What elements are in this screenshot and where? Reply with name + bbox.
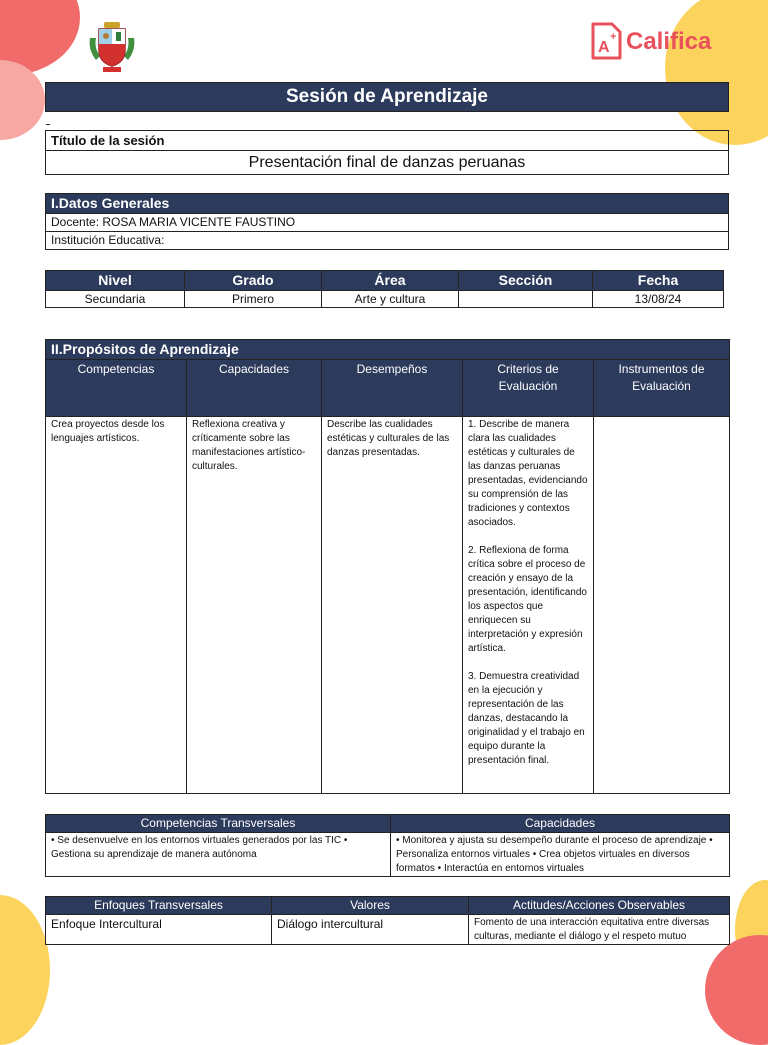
instrumentos-cell: [594, 417, 730, 794]
califica-logo: [588, 20, 728, 64]
propositos-heading: II.Propósitos de Aprendizaje: [46, 340, 730, 360]
session-title-label: Título de la sesión: [46, 131, 729, 151]
decor-blob-yellow-bottom-left: [0, 895, 50, 1045]
coat-of-arms-emblem: [86, 20, 138, 74]
header-capacidades-transversales: Capacidades: [391, 815, 730, 833]
decor-blob-pink-left: [0, 60, 45, 140]
enfoque-cell: Enfoque Intercultural: [46, 915, 272, 945]
value-area: Arte y cultura: [322, 291, 459, 308]
desempeno-cell: Describe las cualidades estéticas y culturales de las danzas presentadas.: [322, 417, 463, 794]
header-enfoques: Enfoques Transversales: [46, 897, 272, 915]
header-valores: Valores: [272, 897, 469, 915]
header-seccion: Sección: [459, 271, 593, 291]
enfoques-table: [45, 896, 730, 945]
badge-letter: A: [598, 39, 610, 56]
header-competencias-transversales: Competencias Transversales: [46, 815, 391, 833]
capacidad-cell: Reflexiona creativa y críticamente sobre las manifestaciones artístico-culturales.: [187, 417, 322, 794]
value-fecha: 13/08/24: [593, 291, 724, 308]
header-area: Área: [322, 271, 459, 291]
valor-cell: Diálogo intercultural: [272, 915, 469, 945]
datos-generales-heading: I.Datos Generales: [46, 194, 729, 214]
header-grado: Grado: [185, 271, 322, 291]
badge-plus: +: [610, 31, 617, 43]
brand-name: Califica: [626, 28, 712, 55]
decor-blob-red-bottom-right: [705, 935, 768, 1045]
header-fecha: Fecha: [593, 271, 724, 291]
competencia-cell: Crea proyectos desde los lenguajes artísticos.: [46, 417, 187, 794]
criterio-1: 1. Describe de manera clara las cualidades estéticas y culturales de las danzas peruanas presentadas, evidenciando su comprensión de las tradiciones y contextos asociados.: [468, 419, 588, 528]
value-nivel: Secundaria: [46, 291, 185, 308]
docente-field: Docente: ROSA MARIA VICENTE FAUSTINO: [46, 214, 729, 232]
session-title-table: [45, 130, 729, 175]
institucion-field: Institución Educativa:: [46, 232, 729, 250]
califica-badge-icon: [588, 22, 624, 62]
competencias-transversales-cell: • Se desenvuelve en los entornos virtuales generados por las TIC • Gestiona su aprendizaje de manera autónoma: [46, 833, 391, 877]
capacidades-transversales-cell: • Monitorea y ajusta su desempeño durante el proceso de aprendizaje • Personaliza entornos virtuales • Crea objetos virtuales en diversos formatos • Interactúa en entornos virtuales: [391, 833, 730, 877]
criterio-2: 2. Reflexiona de forma crítica sobre el proceso de creación y ensayo de la presentación, identificando los aspectos que enriquecen su interpretación y expresión artística.: [468, 545, 587, 654]
header-nivel: Nivel: [46, 271, 185, 291]
header-capacidades: Capacidades: [187, 360, 322, 417]
divider-mark: [46, 124, 50, 125]
page-title: Sesión de Aprendizaje: [45, 82, 729, 112]
value-grado: Primero: [185, 291, 322, 308]
header-instrumentos: Instrumentos de Evaluación: [594, 360, 730, 417]
criterio-3: 3. Demuestra creatividad en la ejecución y representación de las danzas, destacando la originalidad y el trabajo en equipo durante la presentación final.: [468, 671, 585, 766]
header-actitudes: Actitudes/Acciones Observables: [469, 897, 730, 915]
transversales-table: [45, 814, 730, 877]
header-desempenos: Desempeños: [322, 360, 463, 417]
session-title-value: Presentación final de danzas peruanas: [46, 151, 729, 175]
datos-generales-table: [45, 193, 729, 250]
info-table: [45, 270, 724, 308]
actitud-cell: Fomento de una interacción equitativa entre diversas culturas, mediante el diálogo y el respeto mutuo: [469, 915, 730, 945]
value-seccion: [459, 291, 593, 308]
propositos-table: [45, 339, 730, 794]
header-competencias: Competencias: [46, 360, 187, 417]
criterios-cell: [463, 417, 594, 794]
header-criterios: Criterios de Evaluación: [463, 360, 594, 417]
